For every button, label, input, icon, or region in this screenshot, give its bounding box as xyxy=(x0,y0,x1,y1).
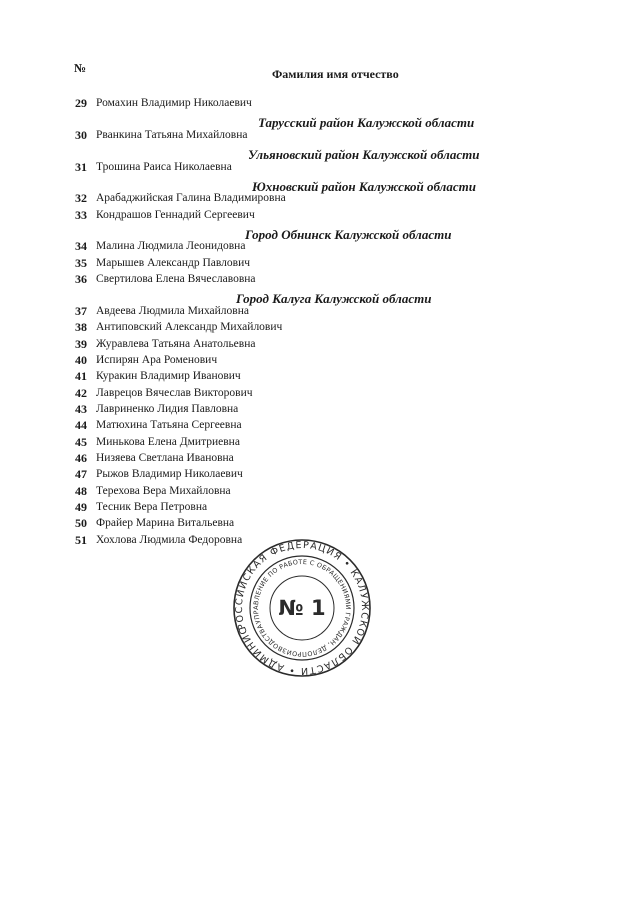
entry-number: 30 xyxy=(75,127,87,142)
seal-center-number: № 1 xyxy=(278,596,326,620)
entry-full-name: Кондрашов Геннадий Сергеевич xyxy=(96,208,255,221)
entry-number: 44 xyxy=(75,418,87,433)
official-seal xyxy=(232,538,372,678)
entry-full-name: Лавриненко Лидия Павловна xyxy=(96,402,239,415)
column-header-name: Фамилия имя отчество xyxy=(272,67,399,81)
entry-number: 41 xyxy=(75,369,87,384)
entry-full-name: Терехова Вера Михайловна xyxy=(96,484,231,497)
entry-full-name: Куракин Владимир Иванович xyxy=(96,370,241,383)
entry-full-name: Хохлова Людмила Федоровна xyxy=(96,533,243,546)
section-heading: Тарусский район Калужской области xyxy=(258,115,475,131)
entry-number: 39 xyxy=(75,336,87,351)
entry-full-name: Антиповский Александр Михайлович xyxy=(96,321,283,334)
entry-number: 33 xyxy=(75,207,87,222)
entry-number: 31 xyxy=(75,159,87,174)
entry-full-name: Свертилова Елена Вячеславовна xyxy=(96,273,256,286)
entry-full-name: Минькова Елена Дмитриевна xyxy=(96,435,240,448)
entry-number: 50 xyxy=(75,516,87,531)
entry-full-name: Тесник Вера Петровна xyxy=(96,501,208,513)
entry-number: 35 xyxy=(75,255,87,270)
entry-number: 49 xyxy=(75,500,87,514)
entry-full-name: Ромахин Владимир Николаевич xyxy=(96,97,252,109)
entry-number: 42 xyxy=(75,385,87,400)
section-heading: Ульяновский район Калужской области xyxy=(248,147,480,163)
entry-number: 43 xyxy=(75,401,87,416)
entry-number: 40 xyxy=(75,352,87,367)
entry-full-name: Марышев Александр Павлович xyxy=(96,256,251,269)
entry-number: 45 xyxy=(75,434,87,449)
entry-number: 47 xyxy=(75,467,87,482)
entry-full-name: Рыжов Владимир Николаевич xyxy=(96,468,243,481)
entry-number: 46 xyxy=(75,450,87,465)
entry-number: 29 xyxy=(75,96,87,110)
seal-outer-text: РОССИЙСКАЯ ФЕДЕРАЦИЯ • КАЛУЖСКОЙ ОБЛАСТИ • АДМИНИСТРАЦИЯ xyxy=(233,539,371,677)
entry-full-name: Арабаджийская Галина Владимировна xyxy=(96,192,286,205)
entry-number: 38 xyxy=(75,320,87,335)
entry-full-name: Авдеева Людмила Михайловна xyxy=(96,304,249,317)
entry-full-name: Фрайер Марина Витальевна xyxy=(96,517,235,530)
entry-number: 32 xyxy=(75,191,87,206)
entry-number: 37 xyxy=(75,303,87,318)
entry-number: 36 xyxy=(75,272,87,287)
entry-number: 51 xyxy=(75,532,87,547)
entry-full-name: Испирян Ара Роменович xyxy=(96,353,218,366)
entry-full-name: Журавлева Татьяна Анатольевна xyxy=(96,337,256,350)
entry-number: 48 xyxy=(75,483,87,498)
column-header-number: № xyxy=(74,61,87,75)
entry-full-name: Лаврецов Вячеслав Викторович xyxy=(96,386,253,399)
entry-number: 34 xyxy=(75,239,87,254)
section-heading: Город Калуга Калужской области xyxy=(236,291,432,307)
section-heading: Юхновский район Калужской области xyxy=(252,178,476,194)
entry-full-name: Рванкина Татьяна Михайловна xyxy=(96,128,248,141)
entry-full-name: Малина Людмила Леонидовна xyxy=(96,240,246,253)
entry-full-name: Матюхина Татьяна Сергеевна xyxy=(96,419,242,432)
entry-full-name: Низяева Светлана Ивановна xyxy=(96,451,234,464)
seal-inner-text: УПРАВЛЕНИЕ ПО РАБОТЕ С ОБРАЩЕНИЯМИ ГРАЖДАН, ДЕЛОПРОИЗВОДСТВА xyxy=(251,557,353,659)
section-heading: Город Обнинск Калужской области xyxy=(245,226,452,242)
entry-full-name: Трошина Раиса Николаевна xyxy=(96,160,232,173)
